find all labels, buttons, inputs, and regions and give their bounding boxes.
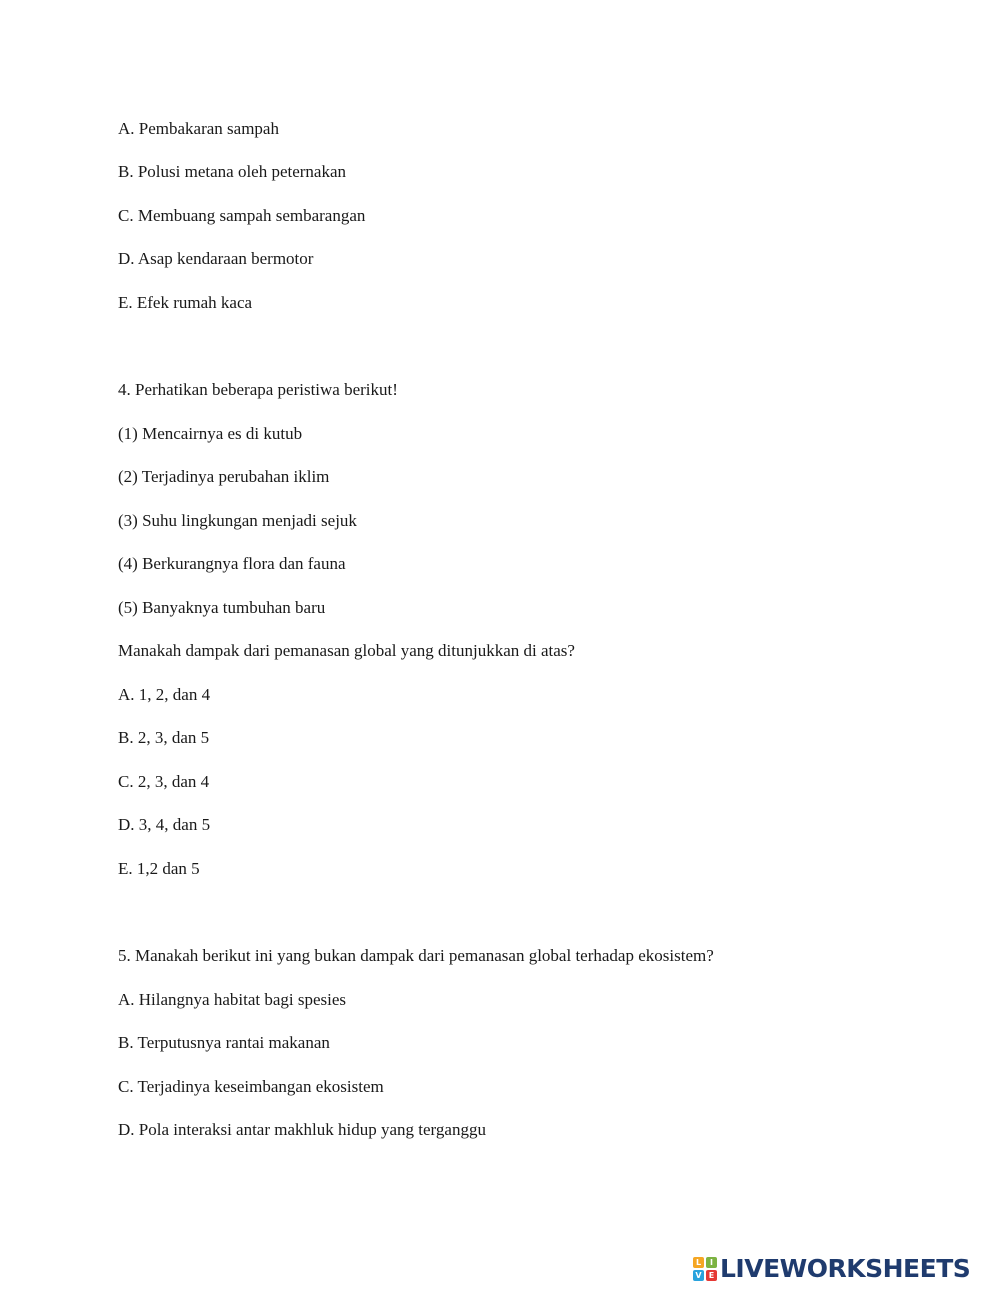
q4-option-d: D. 3, 4, dan 5	[118, 815, 211, 834]
liveworksheets-logo-icon	[693, 1257, 717, 1281]
logo-tile-v: V	[693, 1270, 704, 1281]
logo-tile-l: L	[693, 1257, 704, 1268]
q4-statement-2: (2) Terjadinya perubahan iklim	[118, 467, 330, 486]
q4-statement-1: (1) Mencairnya es di kutub	[118, 424, 303, 443]
q4-statement-3: (3) Suhu lingkungan menjadi sejuk	[118, 511, 357, 530]
q3-option-b: B. Polusi metana oleh peternakan	[118, 162, 347, 181]
logo-tile-i: I	[706, 1257, 717, 1268]
q4-option-a: A. 1, 2, dan 4	[118, 685, 211, 704]
q4-statement-4: (4) Berkurangnya flora dan fauna	[118, 554, 346, 573]
q5-option-b: B. Terputusnya rantai makanan	[118, 1033, 330, 1052]
q3-option-e: E. Efek rumah kaca	[118, 293, 253, 312]
q5-option-d: D. Pola interaksi antar makhluk hidup yang terganggu	[118, 1120, 486, 1139]
q4-prompt: Manakah dampak dari pemanasan global yang ditunjukkan di atas?	[118, 641, 575, 660]
q4-statement-5: (5) Banyaknya tumbuhan baru	[118, 598, 326, 617]
q3-option-a: A. Pembakaran sampah	[118, 119, 279, 138]
liveworksheets-logo	[693, 1255, 970, 1283]
q4-question: 4. Perhatikan beberapa peristiwa berikut!	[118, 380, 398, 399]
q4-option-b: B. 2, 3, dan 5	[118, 728, 210, 747]
q4-option-c: C. 2, 3, dan 4	[118, 772, 210, 791]
q5-option-a: A. Hilangnya habitat bagi spesies	[118, 990, 347, 1009]
q4-option-e: E. 1,2 dan 5	[118, 859, 200, 878]
q5-question: 5. Manakah berikut ini yang bukan dampak dari pemanasan global terhadap ekosistem?	[118, 946, 714, 965]
q5-option-c: C. Terjadinya keseimbangan ekosistem	[118, 1077, 384, 1096]
q3-option-c: C. Membuang sampah sembarangan	[118, 206, 366, 225]
liveworksheets-wordmark: LIVEWORKSHEETS	[720, 1254, 971, 1283]
logo-tile-e: E	[706, 1270, 717, 1281]
q3-option-d: D. Asap kendaraan bermotor	[118, 249, 314, 268]
